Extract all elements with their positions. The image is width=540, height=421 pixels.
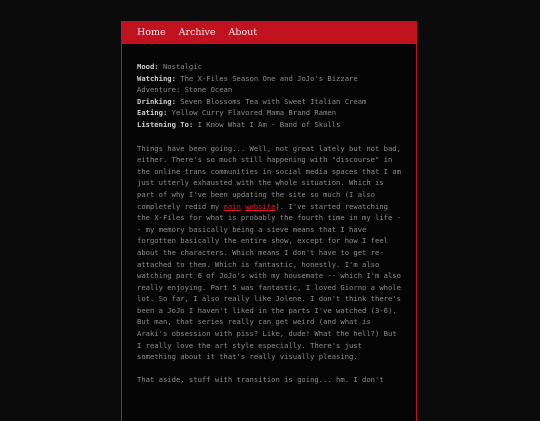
- meta-watching: [137, 73, 401, 96]
- meta-drinking-value: Seven Blossoms Tea with Sweet Italian Cream: [180, 96, 367, 106]
- meta-watching-value: The X-Files Season One and JoJo's Bizzare Adventure: Stone Ocean: [137, 73, 358, 95]
- nav-about-link[interactable]: About: [228, 27, 258, 39]
- nav-home-link[interactable]: Home: [137, 27, 166, 39]
- meta-drinking: [137, 96, 401, 108]
- meta-mood-label: Mood:: [137, 62, 159, 71]
- meta-listening-label: Listening To:: [137, 119, 194, 129]
- meta-eating-label: Eating:: [137, 108, 168, 118]
- main-link[interactable]: main: [223, 201, 241, 211]
- p1-text-d: Araki's obsession with piss? Like, dude! What the hell?) But I really love the art style especially. There's just something about it that's really visually pleasing.: [137, 329, 397, 362]
- post-paragraph-2: That aside, stuff with transition is going... hm. I don't: [137, 374, 384, 384]
- meta-listening-value: I Know What I Am - Band of Skulls: [197, 119, 341, 129]
- meta-listening: [137, 119, 401, 131]
- meta-mood: [137, 61, 401, 73]
- meta-watching-label: Watching:: [137, 73, 176, 83]
- p1-text-c: ). I've started rewatching the X-Files for what is probably the fourth time in my life -- my memory basically being a sieve means that I have forgotten basically the entire show, except for how I feel about the characters. Which means I don't have to get re-attached to them. Which is fantastic, honestly. I'm also watching part 6 of JoJo's with my housemate -- which I'm also really enjoying. Part 5 was fantastic, I loved Giorno a whole lot. So far, I also really like Jolene. I don't think there's been a JoJo I haven't liked in the parts I've watched (3-6). But man, that series really can get weird (and what: [137, 201, 401, 327]
- post-paragraph-1: [137, 143, 401, 363]
- meta-mood-value: Nostalgic: [162, 62, 202, 71]
- post-content: [122, 44, 416, 385]
- meta-spacer: [137, 131, 401, 143]
- p1-text-a: Things have been going... Well, not great lately but not bad, either. There's so much still happening with "discourse" in the online trans communities in social media spaces that I am just utterly exhausted with the whole situation. Which is part of why I've been updating the site so much (I also completely redid my: [137, 143, 401, 211]
- nav-archive-link[interactable]: Archive: [178, 27, 216, 39]
- p1-emphasis: is: [362, 317, 371, 327]
- paragraph-gap: [137, 363, 401, 374]
- meta-eating-value: Yellow Curry Flavored Mama Brand Ramen: [171, 108, 337, 118]
- journal-page: [121, 21, 417, 421]
- website-link[interactable]: website: [245, 201, 276, 211]
- meta-drinking-label: Drinking:: [137, 96, 176, 106]
- top-nav: [122, 22, 416, 44]
- meta-eating: [137, 107, 401, 119]
